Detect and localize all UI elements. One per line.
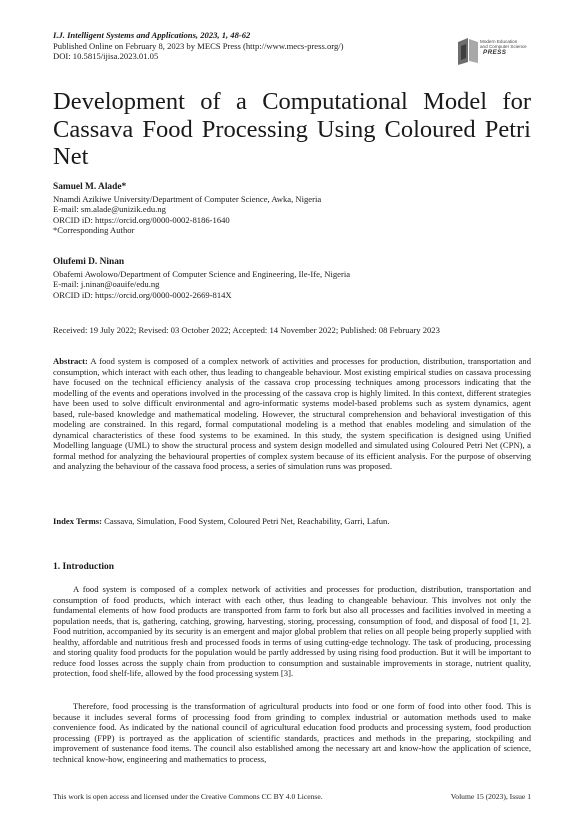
index-terms-label: Index Terms:	[53, 516, 102, 526]
publication-info: Published Online on February 8, 2023 by MECS Press (http://www.mecs-press.org/)	[53, 40, 344, 51]
introduction-paragraph-1: A food system is composed of a complex network of activities and processes for production, distribution, transportation and consumption of food products, which interact with each other, thus leading to changeable behaviour. This involves not only the fundamental elements of how food products are transported from farm to fork but also all processes and facilities involved in meeting a population needs, that is, gathering, catching, growing, harvesting, storing, processing, consumption of food, and disposal of food [1, 2]. Food nutrition, accompanied by its security is an emergent and major global problem that relies on all people being properly supplied with healthy, affordable and nutritious fresh and processed foods in terms of using cutting-edge technology. The task of producing, processing and storing quality food products for the population would be partly addressed by using rising food production. But it will be important to reduce food losses across the supply chain from production to consumption and sustainable improvements in storage, nutrient quality, protection, food shelf-life, allowed by the food processing system [3].	[53, 584, 531, 679]
index-terms	[53, 516, 531, 527]
section-heading-introduction: 1. Introduction	[53, 562, 115, 572]
corresponding-author-note: *Corresponding Author	[53, 225, 135, 236]
journal-header	[53, 30, 433, 62]
license-note: This work is open access and licensed under the Creative Commons CC BY 4.0 License.	[53, 792, 323, 801]
author-orcid[interactable]: ORCID iD: https://orcid.org/0000-0002-8186-1640	[53, 214, 230, 225]
abstract-label: Abstract:	[53, 356, 88, 366]
publication-dates: Received: 19 July 2022; Revised: 03 October 2022; Accepted: 14 November 2022; Published: 08 February 2023	[53, 325, 440, 335]
author-block-1	[53, 182, 531, 236]
abstract-text: A food system is composed of a complex network of activities and processes for production, distribution, transportation and consumption, which interact with each other, thus leading to changeable behaviour. Most existing empirical studies on cassava processing have focused on the technical efficiency analysis of the cassava crop processing techniques among processors indicating that the modelling of the events and operations involved in the processing of the cassava crop is highly limited. In this context, different strategies have been used to solve difficult environmental and agro-informatic systems model-based problems such as system dynamics, agent based, rule-based knowledge and mathematical modeling. However, the structural comprehension and behavioral investigation of this modeling are constrained. In this regard, formal computational modeling is a method that enables modeling and simulation of the dynamical characteristics of these food systems to be examined. In this study, the system specification is designed using Unified Modelling language (UML) to show the structural process and system design modelled and simulated using Coloured Petri Net (CPN), a formal method for analyzing the behavioural properties of complex system because of its efficient analysis. For the purpose of observing and analyzing the behaviour of the cassava food process, a series of simulation runs was proposed.	[53, 356, 531, 472]
abstract	[53, 356, 531, 472]
author-block-2	[53, 257, 531, 300]
author-name: Samuel M. Alade*	[53, 182, 127, 192]
author-orcid[interactable]: ORCID iD: https://orcid.org/0000-0002-2669-814X	[53, 289, 232, 300]
journal-citation: I.J. Intelligent Systems and Applications, 2023, 1, 48-62	[53, 30, 251, 40]
introduction-paragraph-2: Therefore, food processing is the transformation of agricultural products into food or one form of food into other food. This is because it includes several forms of processing food from grinding to complex industrial or automation methods used to make convenience food. As indicated by the national council of agricultural education food products and processing system, food production processing (FPP) is portrayed as the application of scientific standards, practices and methods in the preparing, stockpiling and improvement of sustenance food items. The council also established among the necessary art and know-how the application of science, technical know-how, engineering and mathematics to process,	[53, 701, 531, 764]
author-name: Olufemi D. Ninan	[53, 257, 125, 267]
author-email[interactable]: E-mail: sm.alade@unizik.edu.ng	[53, 204, 166, 215]
paper-title: Development of a Computational Model for Cassava Food Processing Using Coloured Petri Net	[53, 88, 531, 170]
logo-press-text: PRESS	[483, 49, 507, 56]
author-affiliation: Obafemi Awolowo/Department of Computer Science and Engineering, Ile-Ife, Nigeria	[53, 268, 351, 279]
author-affiliation: Nnamdi Azikiwe University/Department of Computer Science, Awka, Nigeria	[53, 193, 322, 204]
logo-line-2: and Computer Science	[480, 44, 527, 49]
index-terms-text: Cassava, Simulation, Food System, Coloured Petri Net, Reachability, Garri, Lafun.	[104, 516, 390, 526]
logo-line-1: Modern Education	[480, 39, 518, 44]
doi-link[interactable]: DOI: 10.5815/ijisa.2023.01.05	[53, 51, 159, 62]
volume-info: Volume 15 (2023), Issue 1	[450, 792, 531, 801]
mecs-logo-icon	[455, 36, 481, 66]
author-email[interactable]: E-mail: j.ninan@oauife/edu.ng	[53, 279, 160, 290]
mecs-press-logo	[455, 36, 535, 76]
